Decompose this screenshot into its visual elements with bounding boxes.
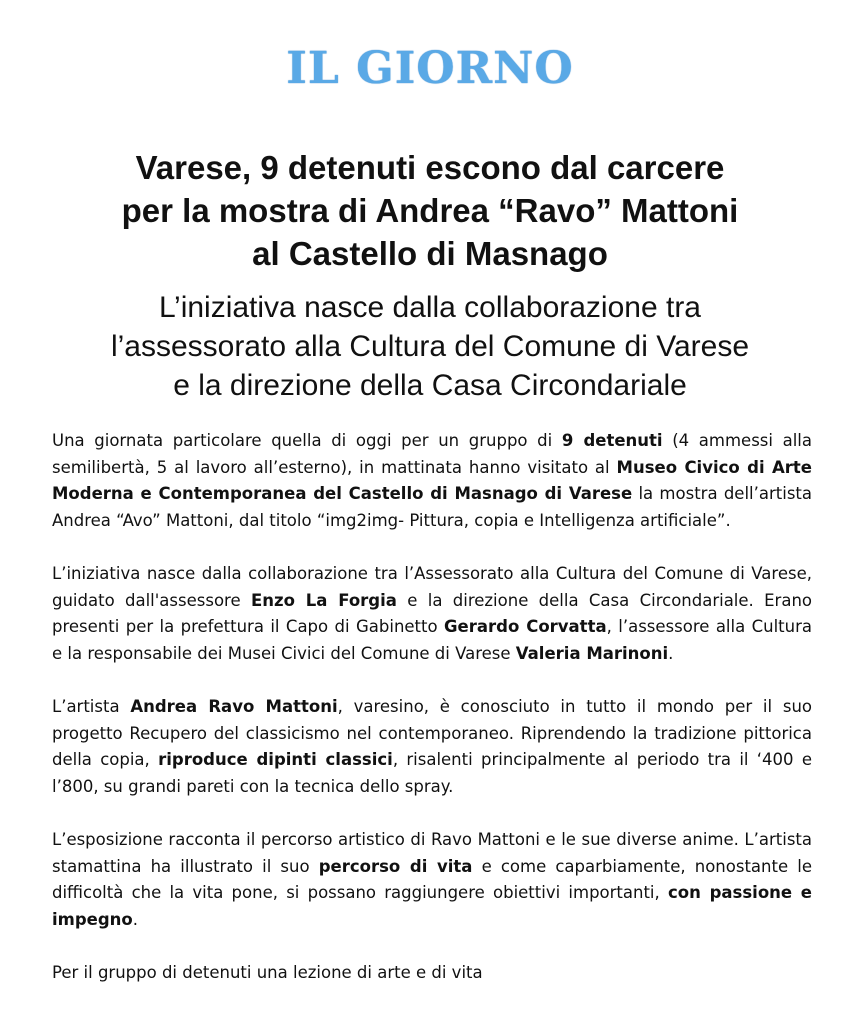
emphasis: Andrea Ravo Mattoni: [130, 697, 338, 716]
article-body: [52, 428, 812, 987]
article-subheadline: [30, 288, 830, 405]
subheadline-line: e la direzione della Casa Circondariale: [173, 369, 687, 402]
text: la mostra dell’artista Andrea “Avo” Mattoni, dal titolo “img2img- Pittura, copia e Intelligenza artificiale”.: [52, 484, 812, 530]
paragraph-2: [52, 561, 812, 667]
text: Una giornata particolare quella di oggi per un gruppo di: [52, 431, 562, 450]
emphasis: Valeria Marinoni: [515, 643, 669, 663]
emphasis: riproduce dipinti classici: [158, 750, 393, 769]
text: L’artista: [52, 697, 131, 716]
subheadline-line: L’iniziativa nasce dalla collaborazione tra: [159, 291, 701, 324]
text: , risalenti principalmente al periodo tra il ‘400 e l’800, su grandi pareti con la tecnica dello spray.: [52, 750, 812, 796]
paragraph-3: [52, 694, 812, 800]
text: L’esposizione racconta il percorso artistico di Ravo Mattoni e le sue diverse anime. L’artista stamattina ha illustrato il suo: [52, 830, 812, 876]
text: Per il gruppo di detenuti una lezione di arte e di vita: [52, 963, 483, 982]
text: , varesino, è conosciuto in tutto il mondo per il suo progetto Recupero del classicismo nel contemporaneo. Riprendendo la tradizione pittorica della copia,: [52, 697, 813, 769]
headline-line: per la mostra di Andrea “Ravo” Mattoni: [121, 192, 739, 229]
paragraph-5: [52, 960, 812, 987]
text: .: [668, 643, 674, 663]
paragraph-4: [52, 827, 812, 933]
emphasis: percorso di vita: [318, 856, 473, 876]
subheadline-line: l’assessorato alla Cultura del Comune di Varese: [110, 330, 750, 363]
emphasis: Gerardo Corvatta: [444, 617, 607, 636]
newspaper-logo: IL GIORNO: [286, 43, 574, 94]
emphasis: Museo Civico di Arte Moderna e Contemporanea del Castello di Masnago di Varese: [52, 457, 812, 503]
emphasis: con passione e impegno: [52, 883, 813, 929]
headline-line: Varese, 9 detenuti escono dal carcere: [135, 149, 725, 186]
emphasis: 9 detenuti: [561, 431, 663, 450]
emphasis: Enzo La Forgia: [250, 590, 397, 610]
text: (4 ammessi alla semilibertà, 5 al lavoro all’esterno), in mattinata hanno visitato al: [52, 431, 812, 477]
text: L’iniziativa nasce dalla collaborazione tra l’Assessorato alla Cultura del Comune di Varese, guidato dall'assessore: [52, 564, 812, 610]
text: e come caparbiamente, nonostante le difficoltà che la vita pone, si possano raggiungere obiettivi importanti,: [52, 856, 812, 902]
paragraph-1: [52, 428, 812, 534]
text: .: [132, 909, 138, 929]
headline-line: al Castello di Masnago: [252, 235, 608, 272]
text: , l’assessore alla Cultura e la responsabile dei Musei Civici del Comune di Varese: [52, 617, 813, 663]
article-headline: [40, 146, 820, 275]
text: e la direzione della Casa Circondariale. Erano presenti per la prefettura il Capo di Gabinetto: [52, 590, 812, 636]
